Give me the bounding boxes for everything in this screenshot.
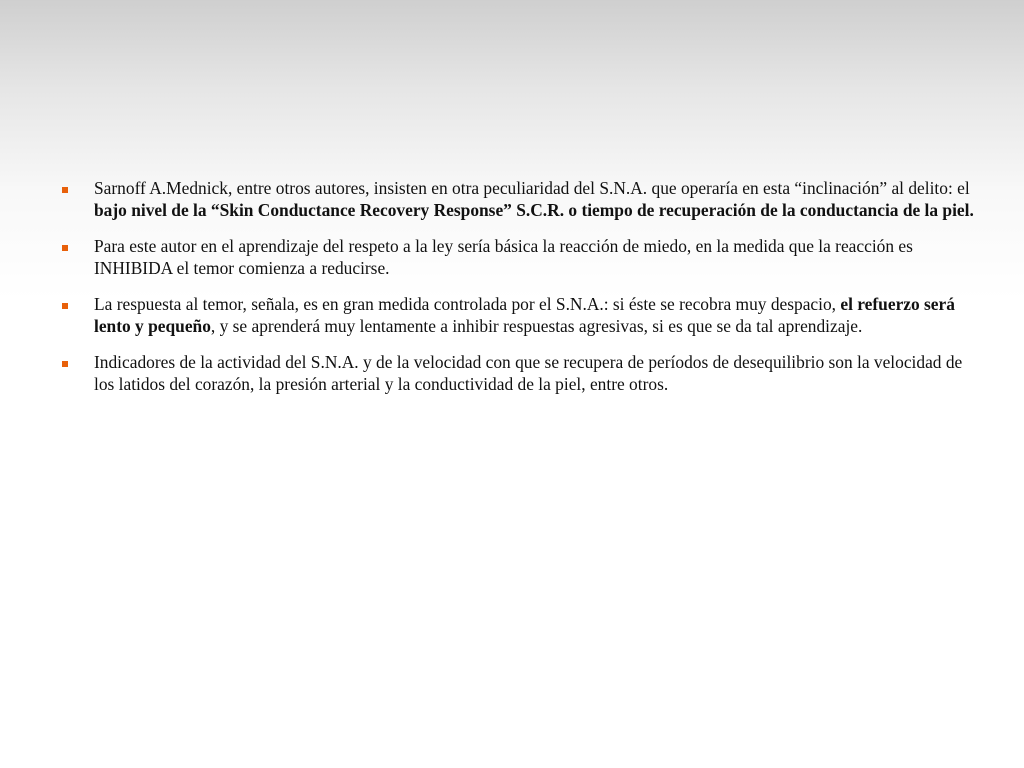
text-segment: , y se aprenderá muy lentamente a inhibir respuestas agresivas, si es que se da tal aprendizaje. [210, 315, 863, 336]
bullet-item [58, 178, 978, 221]
text-segment: Sarnoff A.Mednick, entre otros autores, insisten en otra peculiaridad del S.N.A. que operaría en esta “inclinación” al delito: el [94, 178, 970, 198]
bold-text-segment: bajo nivel de la “Skin Conductance Recovery Response” S.C.R. o tiempo de recuperación de la conductancia de la piel. [94, 199, 974, 220]
bold-text-segment: el refuerzo será lento y pequeño [94, 294, 955, 336]
bullet-item [58, 294, 978, 337]
square-bullet-icon [62, 303, 68, 309]
bullet-text [94, 352, 962, 394]
text-segment: La respuesta al temor, señala, es en gran medida controlada por el S.N.A.: si éste se recobra muy despacio, [94, 294, 841, 314]
bullet-list [58, 178, 978, 410]
bullet-item [58, 352, 978, 395]
square-bullet-icon [62, 187, 68, 193]
text-segment: Indicadores de la actividad del S.N.A. y de la velocidad con que se recupera de períodos de desequilibrio son la velocidad de los latidos del corazón, la presión arterial y la conductividad de la piel, entre otros. [94, 352, 963, 394]
square-bullet-icon [62, 361, 68, 367]
square-bullet-icon [62, 245, 68, 251]
text-segment: Para este autor en el aprendizaje del respeto a la ley sería básica la reacción de miedo, en la medida que la reacción es INHIBIDA el temor comienza a reducirse. [94, 236, 913, 278]
bullet-text [94, 178, 974, 220]
bullet-item [58, 236, 978, 279]
bullet-text [94, 294, 955, 336]
bullet-text [94, 236, 913, 278]
